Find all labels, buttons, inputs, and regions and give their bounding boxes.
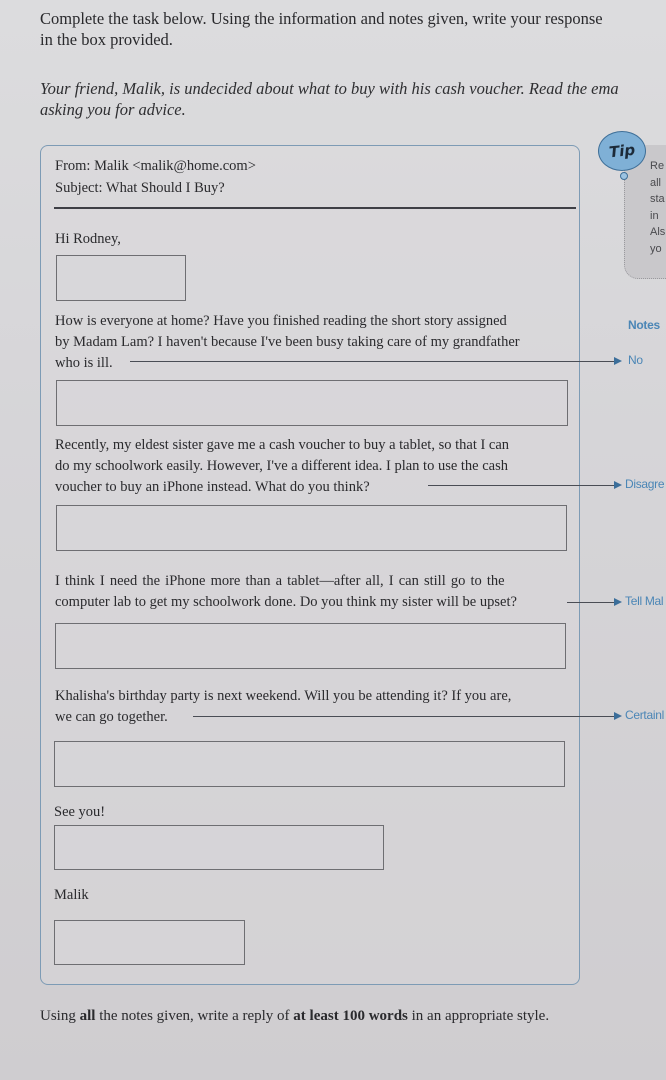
arrow-line-1 [130,361,616,362]
arrow-head-icon [614,357,622,365]
email-subject: Subject: What Should I Buy? [55,180,225,196]
email-paragraph-1: How is everyone at home? Have you finished reading the short story assigned by Madam Lam? I haven't because I've been busy taking care of my grandfather who is ill. [55,313,520,371]
arrow-line-2 [428,485,616,486]
answer-box-6[interactable] [54,825,384,870]
note-3: Tell Mal [625,594,664,608]
tip-thought-dot-icon [620,172,628,180]
tip-bubble-icon [598,131,646,171]
email-paragraph-4: Khalisha's birthday party is next weekend. Will you be attending it? If you are, we can go together. [55,688,512,725]
scenario-line-2: asking you for advice. [40,100,186,119]
email-paragraph-2: Recently, my eldest sister gave me a cash voucher to buy a tablet, so that I can do my schoolwork easily. However, I've a different idea. I plan to use the cash voucher to buy an iPhone instead. What do you think? [55,437,510,495]
arrow-head-icon [614,712,622,720]
arrow-line-3 [567,602,616,603]
note-4: Certainl [625,708,664,722]
note-1: No [628,353,643,367]
note-2: Disagre [625,477,665,491]
answer-box-1[interactable] [56,255,186,301]
arrow-line-4 [193,716,616,717]
email-closing: See you! [54,804,106,820]
arrow-head-icon [614,481,622,489]
answer-box-2[interactable] [56,380,568,426]
instructions-line-1: Complete the task below. Using the information and notes given, write your response [40,9,603,28]
answer-box-5[interactable] [54,741,565,787]
email-greeting: Hi Rodney, [55,231,121,247]
scenario-text [40,78,666,120]
tip-text: Re all sta in Als yo [650,160,666,255]
notes-title: Notes [628,318,660,332]
email-from: From: Malik <malik@home.com> [55,158,256,174]
header-divider [54,207,576,209]
answer-box-4[interactable] [55,623,566,669]
footer-instruction: Using all the notes given, write a reply of at least 100 words in an appropriate style. [40,1008,550,1024]
email-paragraph-3: I think I need the iPhone more than a tablet—after all, I can still go to the computer lab to get my schoolwork done. Do you think my sister will be upset? [55,573,517,610]
scenario-line-1: Your friend, Malik, is undecided about what to buy with his cash voucher. Read the ema [40,79,619,98]
tip-label: Tip [608,140,636,162]
arrow-head-icon [614,598,622,606]
answer-box-7[interactable] [54,920,245,965]
answer-box-3[interactable] [56,505,567,551]
task-instructions [40,8,666,50]
instructions-line-2: in the box provided. [40,30,173,49]
email-signature: Malik [54,887,89,903]
